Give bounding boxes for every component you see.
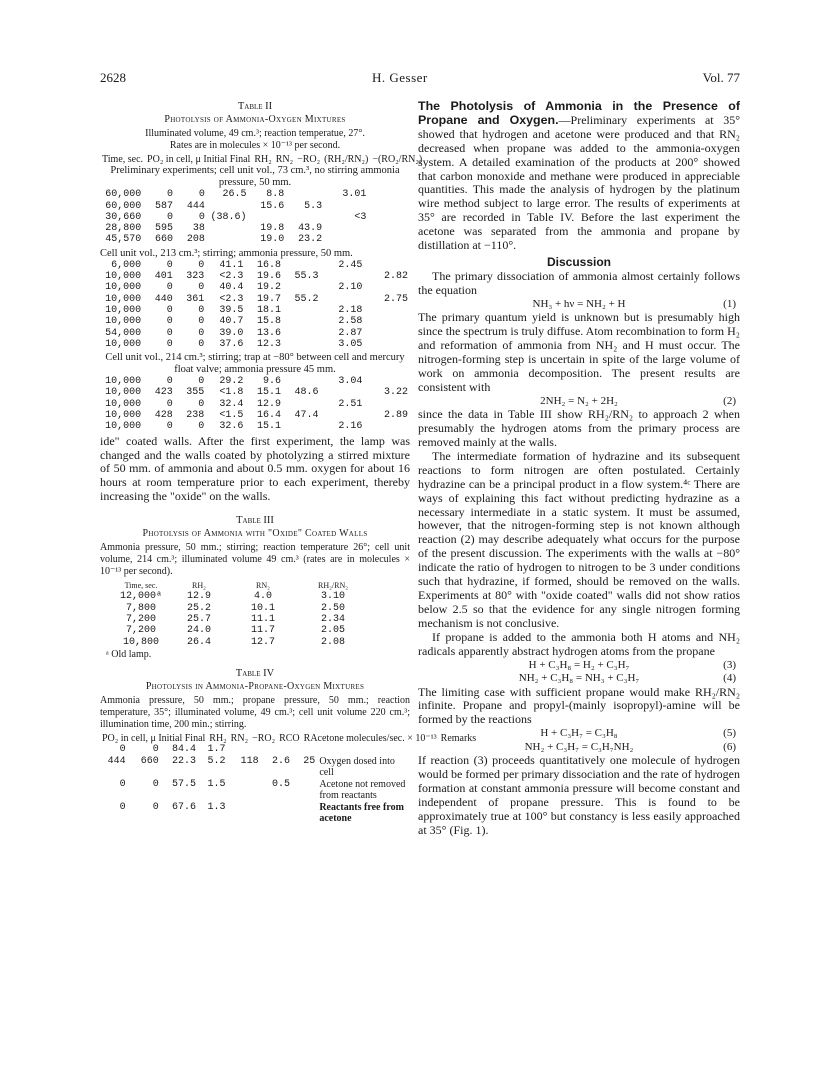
table-cell: 2.87 (338, 327, 363, 339)
table-cell: 19.8 (260, 223, 285, 235)
table2-caption-line2: Rates are in molecules × 10⁻¹³ per second. (169, 140, 341, 151)
table4-col-rn2: RN₂ (230, 732, 249, 744)
discussion-heading: Discussion (546, 254, 612, 269)
table-cell (321, 271, 365, 282)
table2-col-rh2: RH₂ (254, 154, 272, 165)
table2-col-time: Time, sec. (102, 154, 144, 165)
table-cell: 57.5 (172, 778, 197, 790)
table-cell (261, 744, 292, 755)
table-cell (283, 305, 321, 316)
table-cell: 10,000 (105, 338, 142, 350)
table-cell: 24.0 (186, 625, 211, 637)
table-cell: 0 (166, 338, 173, 350)
table-cell: 10,000 (105, 376, 142, 388)
table-cell: 0 (198, 282, 205, 294)
table3-caption: Ammonia pressure, 50 mm.; stirring; reaction temperature 26°; cell unit volume, 214 cm.³; illuminated volume 49 cm.³ (rates are in molecules × 10⁻¹³ per second). (100, 542, 410, 578)
paragraph-primary-dissociation: The primary dissociation of ammonia almost certainly follows the equation (418, 268, 740, 297)
table-cell (228, 779, 261, 802)
table-cell: 12.9 (256, 398, 281, 410)
table-cell: 0 (152, 801, 159, 813)
table3-col-rn2: RN₂ (256, 581, 270, 591)
table3-col-time: Time, sec. (124, 581, 158, 591)
table-cell: 10.1 (250, 602, 275, 614)
table2-title: Table II (237, 101, 273, 112)
table-cell (228, 802, 261, 825)
table-cell: 401 (154, 271, 173, 283)
table-cell: 16.8 (256, 259, 281, 271)
table-cell (364, 316, 410, 327)
equation-5-expr: H + C₃H₇ = C₃H₈ (540, 727, 618, 740)
table-cell: 3.05 (338, 338, 363, 350)
table-cell: 55.3 (294, 271, 319, 283)
table-cell: 118 (240, 755, 259, 767)
table-cell (324, 223, 368, 234)
table-cell (364, 399, 410, 410)
table-row (100, 802, 410, 825)
table-cell: 22.3 (172, 755, 197, 767)
table-cell (324, 234, 368, 245)
table-row (114, 603, 370, 614)
equation-2-expr: 2NH₂ = N₂ + 2H₂ (540, 394, 618, 407)
table-cell: 0 (166, 316, 173, 328)
paragraph-reaction3: If reaction (3) proceeds quantitatively one molecule of hydrogen would be formed per primary dissociation and the rate of hydrogen formation at constant ammonia pressure will become constant and independent of propane pressure. This is found to be approximately true at 100° but constancy is less easily approached at 35° (Fig. 1). (418, 753, 740, 837)
table-cell: 8.8 (266, 189, 285, 201)
table-cell: 10,000 (105, 410, 142, 422)
table-row (100, 410, 410, 421)
table-cell: 37.6 (219, 338, 244, 350)
table-cell: 0 (166, 282, 173, 294)
table-cell (283, 260, 321, 271)
table-cell: 10,000 (105, 293, 142, 305)
table-cell (292, 802, 317, 825)
table-cell: 47.4 (294, 410, 319, 422)
table-cell: 9.6 (262, 376, 281, 388)
table-row (100, 756, 410, 779)
table-row (100, 376, 410, 387)
table-cell: 10,000 (105, 398, 142, 410)
table-cell: <2.3 (219, 271, 244, 283)
table-cell: 660 (155, 234, 174, 246)
table-cell (283, 339, 321, 350)
table-cell: 26.5 (222, 189, 247, 201)
table-cell: 0 (166, 304, 173, 316)
table-cell: 208 (186, 234, 205, 246)
table-cell: (38.6) (210, 211, 247, 223)
equation-3-expr: H + C₃H₈ = H₂ + C₃H₇ (528, 658, 630, 671)
volume-label: Vol. 77 (702, 70, 740, 85)
table-row (100, 399, 410, 410)
table-cell: 0 (152, 778, 159, 790)
table2-header (100, 154, 424, 165)
table-cell: 2.75 (383, 293, 408, 305)
table-cell: 10,000 (105, 316, 142, 328)
equation-3-number: (3) (723, 658, 736, 671)
table-cell: 2.08 (320, 636, 345, 648)
table4-caption: Ammonia pressure, 50 mm.; propane pressure, 50 mm.; reaction temperature, 35°; illuminated volume, 49 cm.³; cell unit volume 220 cm.³; illumination time, 200 min.; stirring. (100, 694, 410, 730)
left-column (100, 100, 477, 825)
table-cell: 60,000 (105, 200, 142, 212)
table-cell: 43.9 (298, 223, 323, 235)
table-cell: 16.4 (256, 410, 281, 422)
table-cell: <1.5 (219, 410, 244, 422)
equation-5 (418, 727, 740, 741)
table-cell: 25.2 (186, 602, 211, 614)
equation-6 (418, 741, 740, 755)
table4-remark: Acetone not removed from reactants (319, 778, 406, 802)
table-cell: 55.2 (294, 293, 319, 305)
table-cell (324, 201, 368, 212)
table-cell: 4.0 (253, 591, 272, 603)
table-cell: 60,000 (105, 189, 142, 201)
equation-2 (418, 395, 740, 409)
table-cell: 2.6 (271, 755, 290, 767)
table-cell (368, 201, 410, 212)
table-cell: 2.18 (338, 304, 363, 316)
table-row (100, 339, 410, 350)
table-row (100, 328, 410, 339)
page-header (100, 70, 740, 86)
table-cell: 12.7 (250, 636, 275, 648)
table-cell: 0 (198, 259, 205, 271)
table-cell: 0 (198, 327, 205, 339)
table-cell (283, 376, 321, 387)
table-cell: 48.6 (294, 387, 319, 399)
table2-col-po2: PO₂ in cell, μ Initial Final (147, 154, 251, 165)
table-cell: 7,800 (125, 602, 156, 614)
table2-section3-caption: Cell unit vol., 214 cm.³; stirring; trap at −80° between cell and mercury float valve; ammonia pressure 45 mm. (105, 352, 405, 376)
table-cell: 2.45 (338, 259, 363, 271)
table-cell: 2.82 (383, 271, 408, 283)
table4-subtitle: Photolysis in Ammonia-Propane-Oxygen Mixtures (145, 680, 365, 692)
table-cell: 0 (166, 327, 173, 339)
equation-5-number: (5) (723, 727, 736, 740)
table2-caption-line1: Illuminated volume, 49 cm.³; reaction temperatue, 27°. (145, 128, 365, 139)
table-cell (364, 328, 410, 339)
table-cell: 10,000 (105, 421, 142, 433)
table-cell: 10,000 (105, 387, 142, 399)
table-cell: <2.3 (219, 293, 244, 305)
table-cell: 3.22 (383, 387, 408, 399)
table-cell: 361 (186, 293, 205, 305)
table-cell: 11.1 (250, 614, 275, 626)
table-cell: 238 (186, 410, 205, 422)
intro-paragraph (418, 100, 740, 253)
table-cell: 0 (166, 421, 173, 433)
table-cell: 0 (166, 376, 173, 388)
table-cell: 2.50 (320, 602, 345, 614)
table-cell: 2.05 (320, 625, 345, 637)
table-cell: 440 (154, 293, 173, 305)
table-cell: 323 (186, 271, 205, 283)
table-cell: 0 (119, 778, 126, 790)
table-cell (228, 744, 261, 755)
table-cell: 5.3 (304, 200, 323, 212)
table-cell: 0.5 (271, 778, 290, 790)
table-cell (364, 339, 410, 350)
table3-title: Table III (236, 515, 274, 527)
table-cell: 10,800 (122, 636, 159, 648)
table2-section1 (100, 189, 410, 245)
table-cell: 660 (140, 755, 159, 767)
table-cell: 0 (166, 259, 173, 271)
table-cell: 2.51 (338, 398, 363, 410)
table-row (100, 305, 410, 316)
table-row (114, 637, 370, 648)
left-body-paragraph: ide" coated walls. After the first experiment, the lamp was changed and the walls coated by photolyzing a stirred mixture of 50 mm. of ammonia and about 0.5 mm. oxygen for about 16 hours at room temperature prior to each experiment, thereby increasing the "oxide" on the walls. (100, 433, 410, 504)
table2-subtitle: Photolysis of Ammonia-Oxygen Mixtures (164, 114, 346, 125)
paragraph-propane: If propane is added to the ammonia both H atoms and NH₂ radicals apparently abstract hydrogen atoms from the propane (418, 629, 740, 658)
table-row (100, 387, 410, 398)
table-cell: 355 (186, 387, 205, 399)
paragraph-limiting-case: The limiting case with sufficient propane would make RH₂/RN₂ infinite. Propane and propyl-(mainly isopropyl)-amine will be formed by the reactions (418, 684, 740, 727)
right-column (418, 100, 740, 838)
table2-col-rn2: RN₂ (275, 154, 294, 165)
section-heading: The Photolysis of Ammonia in the Presence of Propane and Oxygen. (418, 99, 740, 127)
equation-1 (418, 298, 740, 312)
table2-section3 (100, 376, 410, 432)
table-cell: <1.8 (219, 387, 244, 399)
table-row (100, 212, 410, 223)
table-cell: 7,200 (125, 614, 156, 626)
equation-4-expr: NH₂ + C₃H₈ = NH₃ + C₃H₇ (518, 672, 640, 685)
table-cell: 32.6 (219, 421, 244, 433)
table-cell: 39.0 (219, 327, 244, 339)
table-cell (368, 234, 410, 245)
table-row (114, 625, 370, 636)
table-cell: 32.4 (219, 398, 244, 410)
table-row (100, 234, 410, 245)
table-cell (368, 212, 410, 223)
table-cell: 19.0 (260, 234, 285, 246)
page-number: 2628 (100, 70, 126, 85)
table2-col-ratio-o2: −(RO₂/RN₂) (372, 154, 423, 165)
table-cell: 84.4 (172, 744, 197, 756)
table-cell: 3.01 (342, 189, 367, 201)
table-cell: 40.4 (219, 282, 244, 294)
table3-subtitle: Photolysis of Ammonia with "Oxide" Coated Walls (142, 528, 368, 540)
table4-col-rco: RCO (279, 732, 300, 744)
table-cell: 423 (154, 387, 173, 399)
table-cell: 19.6 (256, 271, 281, 283)
table-row (100, 189, 410, 200)
table-row (100, 271, 410, 282)
table-cell: 15.6 (260, 200, 285, 212)
table-cell: 1.5 (207, 778, 226, 790)
table-cell (283, 328, 321, 339)
table-row (100, 744, 410, 755)
table-cell: 444 (107, 755, 126, 767)
table-cell: 0 (198, 211, 205, 223)
table-cell: 10,000 (105, 304, 142, 316)
table3-col-ratio: RH₂/RN₂ (317, 581, 349, 591)
table4-remark (317, 744, 410, 755)
table-cell: 0 (198, 316, 205, 328)
table-row (100, 260, 410, 271)
table-cell (364, 260, 410, 271)
table-cell: 1.3 (207, 801, 226, 813)
table-cell: 2.16 (338, 421, 363, 433)
table-cell (286, 189, 324, 200)
table-cell: 3.10 (320, 591, 345, 603)
table-cell: 29.2 (219, 376, 244, 388)
table-cell: 587 (155, 200, 174, 212)
table-cell (248, 212, 286, 223)
table-row (100, 282, 410, 293)
table-cell: 19.7 (256, 293, 281, 305)
table-cell: 444 (186, 200, 205, 212)
table-row (100, 201, 410, 212)
table-cell: 12.9 (186, 591, 211, 603)
table-row (114, 591, 370, 602)
table-cell: 15.1 (256, 387, 281, 399)
table-cell: 41.1 (219, 259, 244, 271)
table-row (114, 614, 370, 625)
table-cell (368, 223, 410, 234)
table-cell (283, 316, 321, 327)
table-cell: 0 (119, 801, 126, 813)
table-cell: 11.7 (250, 625, 275, 637)
table2-col-ratio-h2: (RH₂/RN₂) (324, 154, 369, 165)
table-cell: 12.3 (256, 338, 281, 350)
equation-6-number: (6) (723, 740, 736, 753)
table-cell: 18.1 (256, 304, 281, 316)
table-cell: 30,660 (105, 211, 142, 223)
table-cell: 12,000ᵃ (119, 591, 162, 603)
table-cell (283, 421, 321, 432)
table4-col-acetone: RAcetone molecules/sec. × 10⁻¹³ (303, 732, 437, 744)
table2-section1-caption: Preliminary experiments; cell unit vol., 73 cm.³, no stirring ammonia pressure, 50 mm. (110, 165, 400, 189)
equation-4 (418, 672, 740, 686)
table4-remark: Reactants free from acetone (319, 801, 404, 825)
table-cell: 595 (155, 223, 174, 235)
table-cell: 39.5 (219, 304, 244, 316)
table-cell (283, 399, 321, 410)
table-cell (286, 212, 324, 223)
table-row (100, 223, 410, 234)
table-cell (321, 410, 365, 421)
table4-title: Table IV (235, 667, 275, 679)
table-cell: 7,200 (125, 625, 156, 637)
paragraph-hydrazine: The intermediate formation of hydrazine and its subsequent reactions to form nitrogen are often postulated. Certainly hydrazine can be a principal product in a flow system.⁴ᶜ There are ways of explaining this fact without predicting hydrazine as a necessary intermediate in a static system. It must be assumed, however, that the nitrogen-forming step is not known although reaction (2) may describe adequately what occurs for the purpose of the present discussion. The experiments with the walls at −80° indicate the ratio of hydrogen to nitrogen to be 3 under conditions such that hydrazine, if formed, should be removed on the walls. Experiments at 80° with "oxide coated" walls did not show ratios below 2.5 so that the evidence for any single nitrogen forming mechanism is not conclusive. (418, 448, 740, 630)
table2-col-ro2: −RO₂ (297, 154, 321, 165)
table-cell: 2.10 (338, 282, 363, 294)
table-cell: 45,570 (105, 234, 142, 246)
table-cell: 67.6 (172, 801, 197, 813)
table-cell: 0 (198, 421, 205, 433)
equation-4-number: (4) (723, 672, 736, 685)
equation-2-number: (2) (723, 394, 736, 407)
table-cell: 1.7 (207, 744, 226, 756)
table-cell: 28,800 (105, 223, 142, 235)
paragraph-table3-data: since the data in Table III show RH₂/RN₂ to approach 2 when presumably the hydrogen atoms from the primary process are removed mainly at the walls. (418, 407, 740, 450)
table-row (100, 779, 410, 802)
table3-col-rh2: RH₂ (192, 581, 206, 591)
table4-col-ro2: −RO₂ (252, 732, 276, 744)
table-cell: 0 (198, 376, 205, 388)
table-cell: <3 (354, 211, 367, 223)
table-cell: 0 (166, 398, 173, 410)
table-cell: 19.2 (256, 282, 281, 294)
table-cell: 2.34 (320, 614, 345, 626)
table-cell: 6,000 (111, 259, 142, 271)
table-cell: 25.7 (186, 614, 211, 626)
table4-col-po2: PO₂ in cell, μ Initial Final (102, 732, 206, 744)
table-cell (321, 387, 365, 398)
table-cell (292, 779, 317, 802)
table-cell: 26.4 (186, 636, 211, 648)
table-cell (261, 802, 292, 825)
table-cell (364, 305, 410, 316)
table-cell (368, 189, 410, 200)
table4 (100, 744, 410, 824)
table-cell: 23.2 (298, 234, 323, 246)
table-cell: 0 (167, 211, 174, 223)
table-cell: 15.1 (256, 421, 281, 433)
table-cell: 5.2 (207, 755, 226, 767)
table-cell (364, 421, 410, 432)
table-cell: 13.6 (256, 327, 281, 339)
table-cell: 428 (154, 410, 173, 422)
table-cell: 10,000 (105, 271, 142, 283)
table-cell: 3.04 (338, 376, 363, 388)
table-cell (207, 223, 249, 234)
table-cell: 15.8 (256, 316, 281, 328)
table3-footnote: ᵃ Old lamp. (106, 648, 152, 660)
table-cell: 0 (198, 304, 205, 316)
equation-3 (418, 659, 740, 673)
table3 (114, 580, 370, 648)
table-cell: 40.7 (219, 316, 244, 328)
table2-section2 (100, 260, 410, 350)
table-cell: 2.58 (338, 316, 363, 328)
table-cell: 0 (198, 398, 205, 410)
table-cell: 0 (152, 744, 159, 756)
table-row (100, 316, 410, 327)
table-cell: 0 (198, 338, 205, 350)
table-cell (207, 201, 249, 212)
table-row (100, 421, 410, 432)
table-cell (292, 744, 317, 755)
table-cell: 2.89 (383, 410, 408, 422)
table-cell: 10,000 (105, 282, 142, 294)
paragraph-quantum-yield: The primary quantum yield is unknown but is presumably high since the spectrum is truly diffuse. Atom recombination to form H₂ and reformation of ammonia from NH₂ and H must occur. The nitrogen-forming step is uncertain in spite of the large volume of work on ammonia decomposition. The present results are consistent with (418, 310, 740, 394)
table-cell (364, 282, 410, 293)
equation-1-expr: NH₃ + hν = NH₂ + H (532, 297, 626, 310)
table-cell: 0 (167, 189, 174, 201)
equation-1-number: (1) (723, 297, 736, 310)
table-cell (283, 282, 321, 293)
table-cell: 25 (303, 755, 316, 767)
table-cell: 54,000 (105, 327, 142, 339)
table-row (100, 294, 410, 305)
table-cell (321, 294, 365, 305)
table4-col-rh2: RH₂ (209, 732, 227, 744)
table2-section2-caption: Cell unit vol., 213 cm.³; stirring; ammonia pressure, 50 mm. (100, 247, 353, 259)
table4-col-remarks: Remarks (440, 732, 477, 744)
table-cell (364, 376, 410, 387)
intro-paragraph-text: —Preliminary experiments at 35° showed that hydrogen and acetone were produced and that RN₂ decreased when propane was added to the ammonia-oxygen system. A detailed examination of the products at 200° showed that carbon monoxide and methane were produced in appreciable quantities. This made the analysis of hydrogen by the platinum wire method subject to large error. The results of experiments at 35° are recorded in Table IV. Before the last experiment the acetone was separated from the ammonia and propane by distillation at −110°. (418, 112, 740, 253)
table-cell: 0 (198, 189, 205, 201)
table-cell: 0 (119, 744, 126, 756)
table-cell: 38 (192, 223, 205, 235)
equation-6-expr: NH₂ + C₃H₇ = C₃H₇NH₂ (524, 740, 634, 753)
table-cell (207, 234, 249, 245)
table4-remark: Oxygen dosed into cell (319, 755, 395, 779)
running-author: H. Gesser (372, 70, 428, 85)
